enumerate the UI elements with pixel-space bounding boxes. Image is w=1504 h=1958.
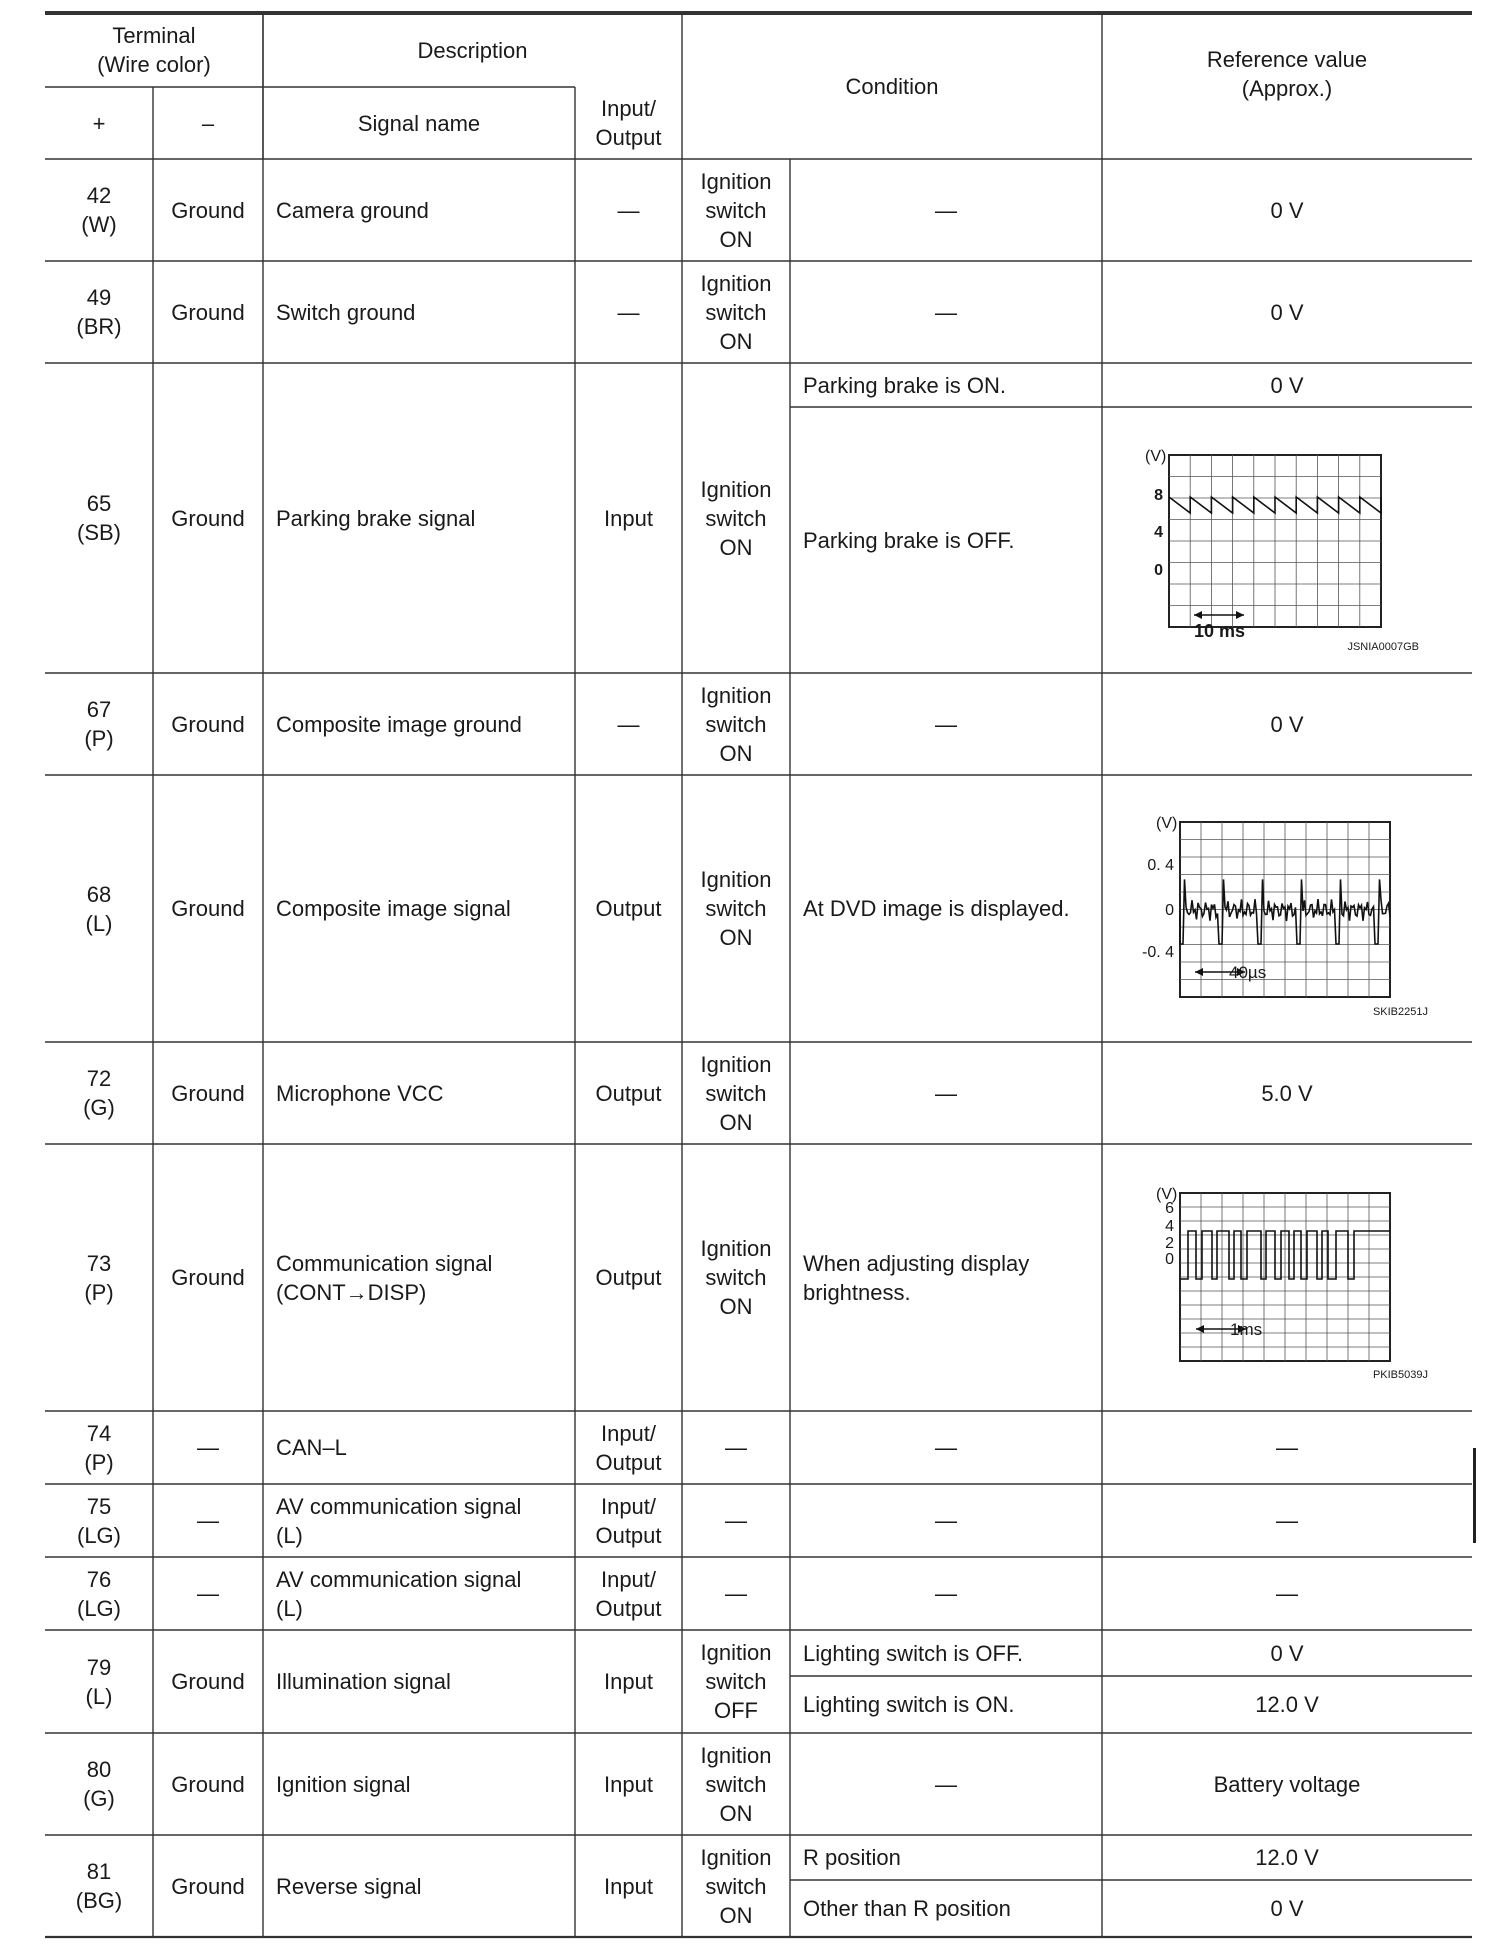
reference-value-cell: — <box>1276 1435 1298 1460</box>
header-condition: Condition <box>845 73 939 99</box>
terminal-cell: 49 (BR) <box>76 285 122 339</box>
io-cell: Output <box>595 896 662 921</box>
condition-cell: Parking brake is OFF. <box>803 527 1015 553</box>
condition-cell: Other than R position <box>803 1896 1011 1921</box>
scope-unit-label: (V) <box>1156 1186 1178 1203</box>
figure-id: SKIB2251J <box>1372 1006 1428 1018</box>
reference-value-cell: 12.0 V <box>1255 1692 1319 1717</box>
ignition-cell: Ignition switch ON <box>700 1742 772 1826</box>
ground-cell: Ground <box>171 1669 245 1694</box>
condition-cell: Parking brake is ON. <box>803 372 1006 398</box>
reference-value-cell <box>1102 775 1472 1042</box>
condition-cell: — <box>935 1508 957 1533</box>
header-terminal: Terminal (Wire color) <box>97 23 211 77</box>
ignition-cell: — <box>725 1581 747 1606</box>
io-cell: Input <box>604 505 653 531</box>
ignition-cell: Ignition switch ON <box>700 867 772 950</box>
io-cell: Input <box>604 1873 653 1899</box>
ground-cell: Ground <box>171 896 245 921</box>
reference-value-cell: 0 V <box>1270 197 1304 223</box>
condition-cell: When adjusting display brightness. <box>803 1250 1030 1305</box>
ignition-cell: Ignition switch ON <box>700 682 772 766</box>
scope-y-tick: 4 <box>1154 524 1163 541</box>
reference-value-cell: — <box>1276 1581 1298 1606</box>
ignition-cell: Ignition switch ON <box>700 1844 772 1928</box>
signal-name-cell: Reverse signal <box>276 1873 422 1899</box>
header-io: Input/ Output <box>595 96 662 150</box>
scope-y-tick: -0. 4 <box>1141 944 1174 961</box>
terminal-cell: 42 (W) <box>81 183 117 237</box>
ground-cell: Ground <box>171 1873 245 1899</box>
ground-cell: Ground <box>171 299 245 325</box>
ground-cell: — <box>197 1435 219 1460</box>
terminal-cell: 67 (P) <box>84 697 114 751</box>
signal-name-cell: AV communication signal (L) <box>276 1493 522 1548</box>
terminal-cell: 76 (LG) <box>77 1566 121 1621</box>
condition-cell: — <box>935 1581 957 1606</box>
reference-value-cell: 0 V <box>1270 372 1304 398</box>
reference-value-cell: 0 V <box>1270 1896 1304 1921</box>
scope-y-tick: 2 <box>1165 1235 1174 1252</box>
condition-cell: Lighting switch is OFF. <box>803 1640 1024 1666</box>
ground-cell: Ground <box>171 197 245 223</box>
ground-cell: Ground <box>171 1080 245 1106</box>
condition-cell: Lighting switch is ON. <box>803 1692 1015 1717</box>
scope-time-label: 1ms <box>1230 1320 1263 1339</box>
condition-cell: — <box>935 1435 957 1460</box>
ignition-cell: Ignition switch ON <box>700 476 772 560</box>
signal-name-cell: Composite image ground <box>276 711 522 737</box>
condition-cell: — <box>935 197 957 223</box>
ground-cell: — <box>197 1508 219 1533</box>
signal-name-cell: Illumination signal <box>276 1669 451 1694</box>
signal-name-cell: Microphone VCC <box>276 1080 444 1106</box>
terminal-cell: 74 (P) <box>84 1420 114 1475</box>
scope-y-tick: 4 <box>1165 1218 1174 1235</box>
reference-value-cell: 0 V <box>1270 711 1304 737</box>
ignition-cell: Ignition switch ON <box>700 168 772 252</box>
scope-y-tick: 0. 4 <box>1147 857 1174 874</box>
figure-id: JSNIA0007GB <box>1347 641 1419 653</box>
terminal-cell: 68 (L) <box>85 881 113 936</box>
scope-unit-label: (V) <box>1145 448 1167 465</box>
io-cell: Input <box>604 1669 653 1694</box>
margin-bar <box>1473 1448 1476 1543</box>
io-cell: Output <box>595 1265 662 1290</box>
reference-value-cell: Battery voltage <box>1213 1771 1361 1797</box>
io-cell: Input/ Output <box>595 1493 662 1548</box>
signal-name-cell: AV communication signal (L) <box>276 1566 522 1621</box>
ignition-cell: Ignition switch ON <box>700 1236 772 1319</box>
io-cell: — <box>617 299 640 325</box>
signal-name-cell: CAN–L <box>276 1435 347 1460</box>
reference-value-cell: 0 V <box>1270 299 1304 325</box>
scope-time-label: 10 ms <box>1194 621 1246 641</box>
io-cell: Input <box>604 1771 653 1797</box>
reference-value-cell: 12.0 V <box>1255 1845 1319 1870</box>
io-cell: — <box>617 711 640 737</box>
reference-value-cell <box>1102 1144 1472 1411</box>
scope-y-tick: 0 <box>1154 562 1163 579</box>
ground-cell: — <box>197 1581 219 1606</box>
terminal-cell: 73 (P) <box>84 1250 114 1305</box>
header-signal-name: Signal name <box>357 110 481 136</box>
terminal-cell: 79 (L) <box>85 1654 113 1709</box>
header-minus: – <box>201 110 215 136</box>
signal-name-cell: Ignition signal <box>276 1771 411 1797</box>
header-plus: + <box>92 110 106 136</box>
io-cell: Output <box>595 1080 662 1106</box>
signal-name-cell: Parking brake signal <box>276 505 476 531</box>
ignition-cell: Ignition switch OFF <box>700 1640 772 1723</box>
ground-cell: Ground <box>171 505 245 531</box>
header-description: Description <box>417 37 528 63</box>
figure-id: PKIB5039J <box>1372 1369 1428 1381</box>
ground-cell: Ground <box>171 1265 245 1290</box>
ground-cell: Ground <box>171 1771 245 1797</box>
condition-cell: — <box>935 1080 957 1106</box>
condition-cell: R position <box>803 1845 901 1870</box>
condition-cell: At DVD image is displayed. <box>803 896 1070 921</box>
scope-unit-label: (V) <box>1156 815 1178 832</box>
ignition-cell: Ignition switch ON <box>700 1051 772 1135</box>
reference-value-cell: 0 V <box>1270 1640 1304 1666</box>
signal-name-cell: Camera ground <box>276 197 429 223</box>
terminal-cell: 65 (SB) <box>77 491 121 545</box>
ignition-cell: — <box>725 1435 747 1460</box>
terminal-cell: 72 (G) <box>83 1066 115 1120</box>
reference-value-cell: 5.0 V <box>1261 1080 1313 1106</box>
terminal-cell: 81 (BG) <box>75 1859 123 1913</box>
io-cell: — <box>617 197 640 223</box>
scope-y-tick: 0 <box>1165 1251 1174 1268</box>
scope-time-label: 40µs <box>1229 963 1267 982</box>
ignition-cell: — <box>725 1508 747 1533</box>
condition-cell: — <box>935 711 957 737</box>
signal-name-cell: Switch ground <box>276 299 416 325</box>
io-cell: Input/ Output <box>595 1420 662 1475</box>
reference-value-cell: — <box>1276 1508 1298 1533</box>
reference-value-cell <box>1102 407 1472 673</box>
condition-cell: — <box>935 299 957 325</box>
scope-y-tick: 6 <box>1165 1200 1174 1217</box>
header-reference: Reference value (Approx.) <box>1206 46 1368 101</box>
signal-name-cell: Communication signal (CONT→DISP) <box>276 1250 493 1305</box>
terminal-cell: 80 (G) <box>83 1757 115 1811</box>
ignition-cell: Ignition switch ON <box>700 270 772 354</box>
terminal-cell: 75 (LG) <box>77 1493 121 1548</box>
scope-y-tick: 0 <box>1165 902 1174 919</box>
io-cell: Input/ Output <box>595 1566 662 1621</box>
ground-cell: Ground <box>171 711 245 737</box>
signal-name-cell: Composite image signal <box>276 896 511 921</box>
condition-cell: — <box>935 1771 957 1797</box>
scope-y-tick: 8 <box>1154 487 1163 504</box>
